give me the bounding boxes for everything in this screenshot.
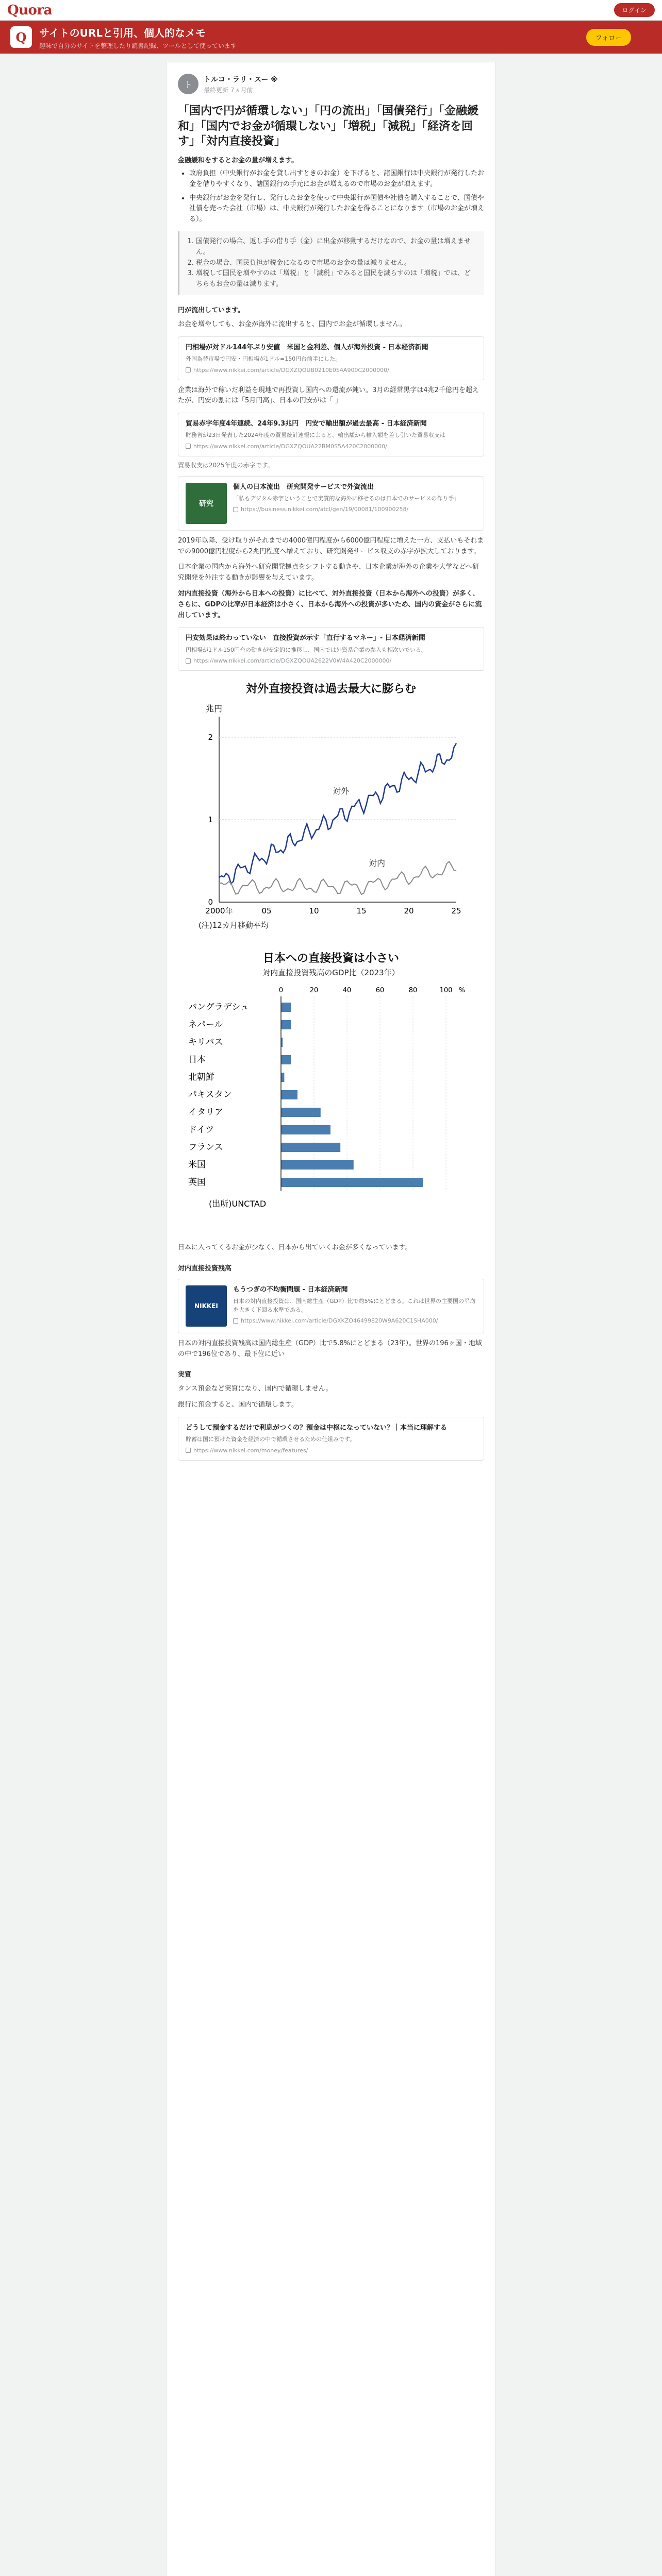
tick-label: 2 — [208, 733, 213, 742]
link-title[interactable]: 貿易赤字年度4年連続、24年9.3兆円 円安で輸出額が過去最高 - 日本経済新聞 — [186, 420, 427, 428]
link-preview-card[interactable] — [178, 627, 484, 671]
series-label: 対外 — [333, 786, 350, 796]
author-row — [178, 74, 484, 94]
space-subtitle: 趣味で自分のサイトを整理したり読書記録、ツールとして使っています — [39, 42, 237, 49]
tick-label: 10 — [309, 906, 319, 916]
tick-label: 100 — [439, 987, 453, 995]
bar — [281, 1090, 297, 1099]
tick-label: 0 — [208, 897, 213, 907]
paragraph: 日本企業の国内から海外へ研究開発拠点をシフトする動きや、日本企業が海外の企業や大学などへ研究開発を外注する動きが影響を与えています。 — [178, 563, 479, 582]
link-url[interactable]: https://www.nikkei.com/article/DGXZQOUB0210E0S4A900C2000000/ — [193, 366, 389, 374]
link-url[interactable]: https://www.nikkei.com/article/DGXZQOUA2622V0W4A420C2000000/ — [193, 657, 392, 665]
post-title: 「国内で円が循環しない」「円の流出」「国債発行」「金融緩和」「国内でお金が循環しない」「増税」「減税」「経済を回す」「対内直接投資」 — [178, 105, 479, 148]
link-url[interactable]: https://www.nikkei.com/article/DGXKZO46499820W9A620C1SHA000/ — [241, 1317, 438, 1325]
category-label: 米国 — [188, 1160, 206, 1171]
bar — [281, 1003, 291, 1012]
bar — [281, 1020, 291, 1029]
bar — [281, 1125, 330, 1134]
paragraph: 2019年以降、受け取りがそれまでの4000億円程度から6000億円程度に増えた一方、支払いもそれまでの9000億円程度から2兆円程度へ増えており、研究開発サービス収支の赤字が拡大しております。 — [178, 536, 484, 555]
unit-label: % — [459, 987, 466, 995]
link-description: 外国為替市場で円安・円相場が1ドル=150円台前半にした。 — [186, 355, 341, 363]
link-icon — [186, 367, 191, 372]
link-title[interactable]: 個人の日本流出 研究開発サービスで外資流出 — [233, 483, 374, 491]
top-nav — [0, 0, 662, 21]
link-description: 財務省が23日発表した2024年度の貿易統計速報によると、輸出額から輸入額を差し引いた貿易収支は — [186, 432, 445, 439]
chart-title: 対外直接投資は過去最大に膨らむ — [245, 683, 416, 696]
section-heading: 円が流出しています。 — [178, 307, 244, 315]
link-icon — [186, 1448, 191, 1453]
paragraph: 日本に入ってくるお金が少なく、日本から出ていくお金が多くなっています。 — [178, 1244, 412, 1252]
note-text: 貿易収支は2025年度の赤字です。 — [178, 461, 274, 469]
paragraph: お金を増やしても、お金が海外に流出すると、国内でお金が循環しません。 — [178, 320, 406, 329]
link-thumbnail: NIKKEI — [186, 1285, 227, 1327]
category-label: キリバス — [188, 1037, 223, 1048]
link-icon — [186, 444, 191, 449]
login-button[interactable]: ログイン — [614, 3, 655, 17]
link-url[interactable]: https://www.nikkei.com/article/DGXZQOUA22BM0S5A420C2000000/ — [193, 443, 387, 450]
link-title[interactable]: もうつぎの不均衡問題 - 日本経済新聞 — [233, 1285, 348, 1294]
list-item: 1. 国債発行の場合、返し手の借り手（金）に出金が移動するだけなので、お金の量は増えません。 — [196, 236, 477, 258]
list-item: 3. 増税して国民を増やすのは「増税」と「減税」でみると国民を減らすのは「増税」では、どちらもお金の量は減ります。 — [196, 268, 477, 290]
tick-label: 2000年 — [205, 906, 233, 916]
space-banner — [0, 21, 662, 54]
follow-button[interactable]: フォロー — [586, 29, 631, 46]
chart-footnote: (注)12カ月移動平均 — [198, 921, 269, 930]
link-url[interactable]: https://business.nikkei.com/atcl/gen/19/00081/100900258/ — [241, 506, 409, 513]
bar — [281, 1160, 354, 1170]
category-label: 北朝鮮 — [188, 1072, 214, 1083]
series-line-inward — [219, 861, 456, 894]
paragraph: 銀行に預金すると、国内で循環します。 — [178, 1401, 298, 1409]
line-chart — [178, 680, 484, 940]
link-description: 貯蓄は国に預けた資金を経済の中で循環させるための仕組みです。 — [186, 1436, 356, 1443]
tick-label: 1 — [208, 815, 213, 825]
section-heading: 実質 — [178, 1371, 192, 1379]
bar-chart-svg — [178, 978, 485, 1235]
line-chart-svg — [178, 696, 485, 938]
bar — [281, 1178, 423, 1187]
link-preview-card[interactable] — [178, 476, 484, 531]
tick-label: 15 — [356, 906, 367, 916]
category-label: ネパール — [188, 1020, 223, 1030]
link-description: 円相場が1ドル150円台の動きが安定的に推移し、国内では外資系企業の参入も相次いでいる。 — [186, 646, 427, 653]
tick-label: 25 — [451, 906, 461, 916]
category-label: ドイツ — [188, 1125, 214, 1136]
tick-label: 60 — [375, 987, 385, 995]
link-icon — [233, 507, 238, 512]
category-label: 英国 — [188, 1177, 206, 1188]
paragraph: 企業は海外で稼いだ利益を現地で再投資し国内への還流が鈍い。3月の経常黒字は4兆2千億円を超えたが、円安の割には「5月円高」、日本の円安がは「 」 — [178, 386, 479, 405]
link-title[interactable]: 円相場が対ドル144年ぶり安値 米国と金利差、個人が海外投資 - 日本経済新聞 — [186, 343, 428, 351]
bar-chart — [178, 950, 484, 1238]
tick-label: 80 — [408, 987, 418, 995]
paragraph: 日本の対内直接投資残高は国内総生産（GDP）比で5.8%にとどまる（23年）。世界の196ヶ国・地域の中で196位であり、最下位に近い — [178, 1339, 482, 1358]
category-label: バングラデシュ — [188, 1002, 249, 1013]
tick-label: 05 — [261, 906, 272, 916]
list-item: • 中央銀行がお金を発行し、発行したお金を使って中央銀行が国債や社債を購入することで、国債や社債を売った会社（市場）は、中央銀行が発行したお金を得ることになります（市場のお金が増える）。 — [189, 193, 484, 225]
link-icon — [233, 1318, 238, 1324]
section-heading: 対内直接投資残高 — [178, 1264, 232, 1273]
tick-label: 20 — [404, 906, 414, 916]
series-label: 対内 — [369, 858, 386, 869]
link-url[interactable]: https://www.nikkei.com/money/features/ — [193, 1447, 308, 1454]
bar — [281, 1108, 321, 1117]
category-label: フランス — [188, 1142, 223, 1153]
paragraph: 対内直接投資（海外から日本への投資）に比べて、対外直接投資（日本から海外への投資）が多く、さらに、GDPの比率が日本経済は小さく、日本から海外への投資が多いため、国内の資金がさらに流出しています。 — [178, 589, 482, 619]
tick-label: 20 — [309, 987, 319, 995]
category-label: パキスタン — [188, 1090, 232, 1100]
link-title[interactable]: 円安効果は終わっていない 直接投資が示す「直行するマネー」- 日本経済新聞 — [186, 634, 425, 642]
lead-text: 金融緩和をするとお金の量が増えます。 — [178, 157, 298, 165]
space-icon: Q — [10, 26, 32, 48]
author-name[interactable]: トルコ・ラリ・スー ※ — [204, 75, 278, 84]
chart-title: 日本への直接投資は小さい — [262, 952, 399, 965]
link-preview-card[interactable] — [178, 1279, 484, 1333]
link-title[interactable]: どうして預金するだけで利息がつくの？預金は中枢になっていない？｜本当に理解する — [186, 1424, 448, 1432]
paragraph: タンス預金など実質になり、国内で循環しません。 — [178, 1385, 333, 1393]
tick-label: 0 — [278, 987, 284, 995]
list-item: 2. 税金の場合、国民負担が税金になるので市場のお金の量は減りません。 — [196, 258, 477, 269]
link-preview-card[interactable] — [178, 336, 484, 380]
link-description: 「私もデジタル赤字ということで実質的な海外に移せるのは日本でのサービスの作り手」 — [233, 495, 460, 502]
quora-logo[interactable]: Quora — [7, 2, 52, 18]
post-timestamp: 最終更新 7ヵ月前 — [204, 86, 253, 94]
link-icon — [186, 658, 191, 664]
tick-label: 40 — [342, 987, 352, 995]
link-preview-card[interactable] — [178, 413, 484, 456]
chart-source: (出所)UNCTAD — [209, 1199, 267, 1209]
quote-block — [178, 231, 484, 295]
list-item: • 政府負担（中央銀行がお金を貸し出すときのお金）を下げると、諸国銀行は中央銀行が発行したお金を借りやすくなり、諸国銀行の手元にお金が増えるので市場のお金が増えます。 — [189, 168, 484, 190]
link-description: 日本の対内直接投資は、国内総生産（GDP）比で約5%にとどまる。これは世界の主要国の平均を大きく下回る水準である。 — [233, 1298, 476, 1313]
post-card — [166, 62, 496, 2576]
bar — [281, 1055, 291, 1064]
bar — [281, 1143, 340, 1152]
avatar[interactable]: ト — [178, 74, 198, 94]
category-label: 日本 — [188, 1055, 206, 1065]
space-title[interactable]: サイトのURLと引用、個人的なメモ — [39, 26, 206, 39]
link-thumbnail: 研究 — [186, 483, 227, 524]
category-label: イタリア — [188, 1107, 223, 1118]
link-preview-card[interactable] — [178, 1417, 484, 1461]
y-axis-label: 兆円 — [205, 704, 223, 714]
series-line-outward — [219, 743, 456, 884]
bullet-list — [189, 168, 484, 225]
chart-subtitle: 対内直接投資残高のGDP比（2023年） — [262, 968, 400, 978]
bar — [281, 1073, 284, 1082]
